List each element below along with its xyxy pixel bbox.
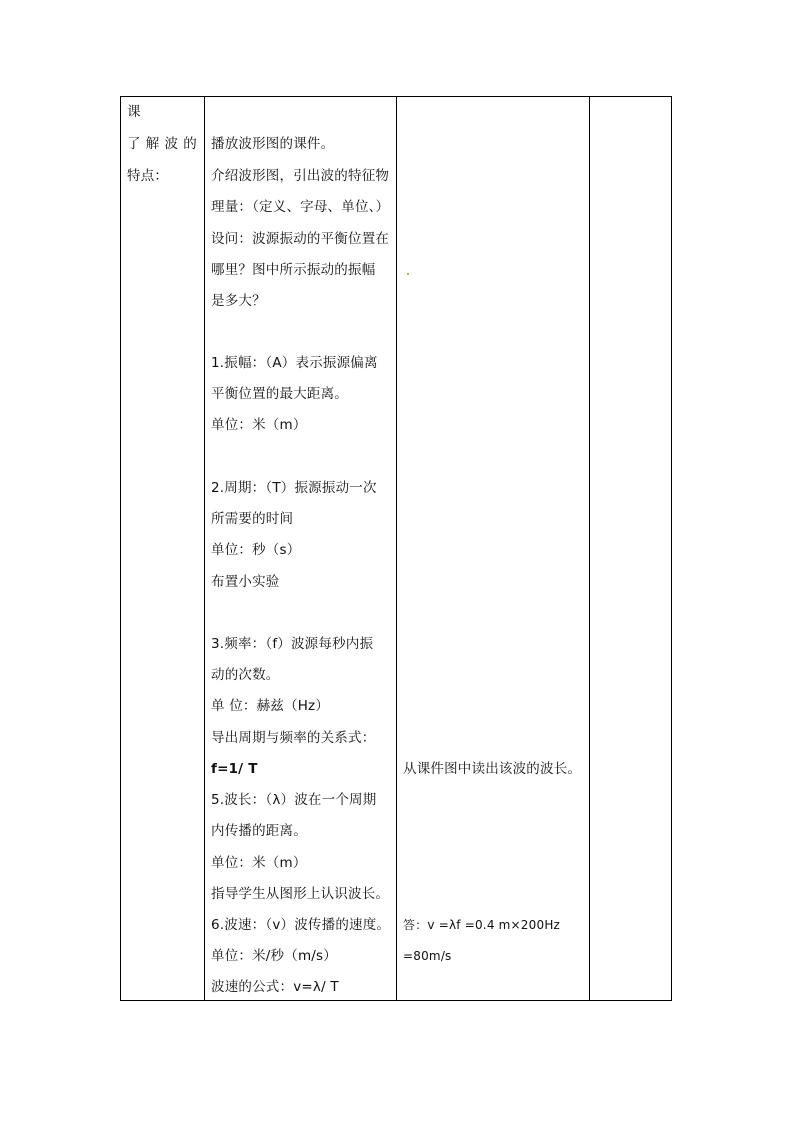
activity-line: 是多大？ [211, 293, 266, 309]
activity-line: 单位：米（m） [211, 417, 307, 433]
activity-line: 所需要的时间 [211, 511, 294, 527]
student-task-line: 从课件图中读出该波的波长。 [403, 761, 582, 777]
formula-period-frequency: f=1/ T [211, 761, 258, 777]
topic-char: 波 [164, 136, 179, 152]
activity-line: 单位：米/秒（m/s） [211, 948, 337, 964]
activity-line: 介绍波形图，引出波的特征物 [211, 168, 390, 184]
activity-line: 6.波速：（v）波传播的速度。 [211, 917, 391, 933]
activity-line: 2.周期：（T）振源振动一次 [211, 480, 377, 496]
activity-line: 3.频率：（f）波源每秒内振 [211, 636, 374, 652]
activity-line: 内传播的距离。 [211, 823, 307, 839]
topic-line-3: 特点： [127, 168, 169, 184]
activity-line: 5.波长：（λ）波在一个周期 [211, 792, 377, 808]
activity-line: 布置小实验 [211, 574, 280, 590]
student-activity-column [397, 97, 590, 1000]
topic-char: 了 [127, 136, 141, 152]
lesson-plan-table [120, 96, 672, 1001]
activity-line: 平衡位置的最大距离。 [211, 386, 348, 402]
topic-line-1: 课 [127, 104, 141, 120]
activity-line: 单位：秒（s） [211, 542, 301, 558]
stray-dot [407, 273, 409, 275]
activity-line: 播放波形图的课件。 [211, 136, 335, 152]
answer-result: =80m/s [403, 949, 452, 963]
activity-line: 指导学生从图形上认识波长。 [211, 886, 390, 902]
topic-column [121, 97, 205, 1000]
activity-line: 理量：（定义、字母、单位、） [211, 199, 390, 215]
activity-line: 动的次数。 [211, 667, 280, 683]
activity-line: 哪里？图中所示振动的振幅 [211, 262, 376, 278]
activity-line: 单 位：赫兹（Hz） [211, 698, 330, 714]
topic-char: 的 [183, 136, 197, 152]
notes-column [590, 97, 672, 1000]
activity-line: 导出周期与频率的关系式： [211, 730, 376, 746]
activity-line: 1.振幅：（A）表示振源偏离 [211, 355, 378, 371]
answer-line: 答：v =λf =0.4 m×200Hz [403, 918, 561, 932]
topic-char: 解 [145, 136, 160, 152]
activity-line: 单位：米（m） [211, 855, 307, 871]
activity-line: 设问：波源振动的平衡位置在 [211, 231, 390, 247]
activity-line: 波速的公式：v=λ/ T [211, 979, 339, 995]
teacher-activity-column [205, 97, 397, 1000]
topic-line-2 [127, 135, 197, 153]
